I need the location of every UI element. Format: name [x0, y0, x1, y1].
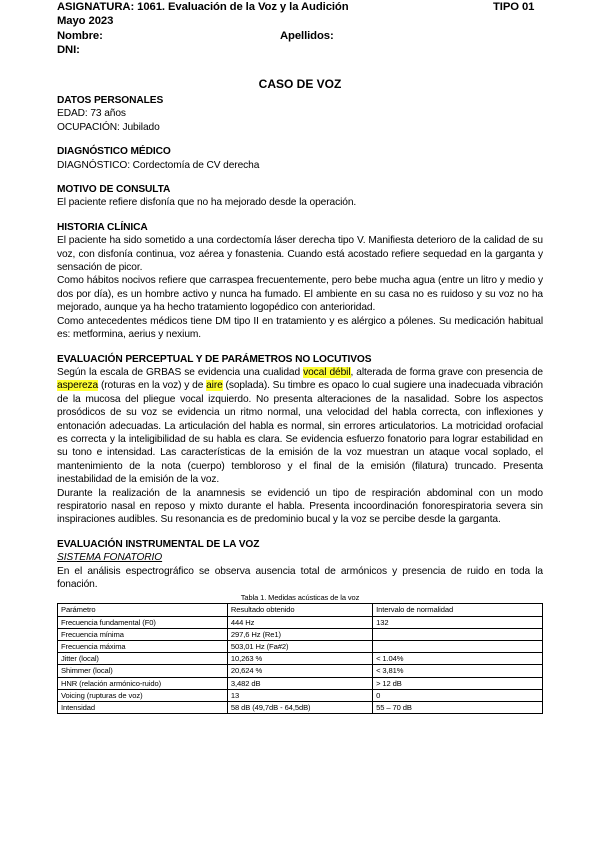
table-row	[58, 653, 543, 665]
table-cell: ˃ 12 dB	[373, 677, 543, 689]
table-cell: HNR (relación armónico-ruido)	[58, 677, 228, 689]
table-row	[58, 628, 543, 640]
table-row	[58, 677, 543, 689]
section-heading-perceptual: EVALUACIÓN PERCEPTUAL Y DE PARÁMETROS NO LOCUTIVOS	[57, 353, 372, 365]
column-header-normal-range: Intervalo de normalidad	[373, 604, 543, 616]
table-cell: 10,263 %	[227, 653, 372, 665]
acoustic-measures-table	[57, 603, 543, 714]
table-row	[58, 702, 543, 714]
highlight-aspereza: aspereza	[57, 380, 99, 392]
table-cell: 503,01 Hz (Fa#2)	[227, 641, 372, 653]
table-cell: 3,482 dB	[227, 677, 372, 689]
section-heading-instrumental: EVALUACIÓN INSTRUMENTAL DE LA VOZ	[57, 538, 260, 550]
occupation-line: OCUPACIÓN: Jubilado	[57, 121, 160, 133]
column-header-result: Resultado obtenido	[227, 604, 372, 616]
table-cell: 444 Hz	[227, 616, 372, 628]
table-cell: 55 – 70 dB	[373, 702, 543, 714]
reason-text: El paciente refiere disfonía que no ha mejorado desde la operación.	[57, 197, 357, 209]
name-label: Nombre:	[57, 30, 103, 42]
table-cell: Frecuencia máxima	[58, 641, 228, 653]
table-cell: Jitter (local)	[58, 653, 228, 665]
subject-line: ASIGNATURA: 1061. Evaluación de la Voz y la Audición	[57, 1, 349, 13]
table-row	[58, 689, 543, 701]
table-row	[58, 641, 543, 653]
table-cell: ˂ 1.04%	[373, 653, 543, 665]
table-cell: Frecuencia mínima	[58, 628, 228, 640]
history-paragraph-1: El paciente ha sido sometido a una cordectomía láser derecha tipo V. Manifiesta deterioro de la calidad de su voz, con disfonía continua, voz aérea y fonastenia. Cuando está acostado refiere sequedad en la garganta y sensación de picor.	[57, 235, 543, 274]
column-header-parameter: Parámetro	[58, 604, 228, 616]
page-title: CASO DE VOZ	[258, 77, 342, 91]
table-header-row	[58, 604, 543, 616]
table-cell: Frecuencia fundamental (F0)	[58, 616, 228, 628]
table-cell: Voicing (rupturas de voz)	[58, 689, 228, 701]
document-body	[57, 94, 543, 714]
table-cell: Intensidad	[58, 702, 228, 714]
table-caption: Tabla 1. Medidas acústicas de la voz	[240, 593, 360, 603]
perceptual-text-c: (roturas en la voz) y de	[98, 380, 207, 392]
dni-label: DNI:	[57, 44, 80, 56]
table-row	[58, 616, 543, 628]
history-paragraph-2: Como hábitos nocivos refiere que carraspea frecuentemente, pero bebe mucha agua (entre un litro y medio y dos por día), es un hombre activo y nunca ha fumado. El ambiente en su casa no es ruidoso y su voz no ha mejorado, aunque ya ha hecho tratamiento logopédico con anterioridad.	[57, 275, 543, 314]
table-cell: 13	[227, 689, 372, 701]
table-cell: 58 dB (49,7dB - 64,5dB)	[227, 702, 372, 714]
surname-label: Apellidos:	[280, 30, 334, 42]
table-cell	[373, 628, 543, 640]
exam-type: TIPO 01	[493, 1, 535, 13]
section-heading-diagnosis: DIAGNÓSTICO MÉDICO	[57, 146, 171, 158]
table-cell: 0	[373, 689, 543, 701]
section-heading-history: HISTORIA CLÍNICA	[57, 221, 148, 233]
subheading-phonatory-system: SISTEMA FONATORIO	[57, 552, 163, 564]
table-cell: 20,624 %	[227, 665, 372, 677]
highlight-aire: aire	[206, 380, 223, 392]
table-cell: 297,6 Hz (Re1)	[227, 628, 372, 640]
section-heading-personal: DATOS PERSONALES	[57, 95, 164, 106]
table-cell	[373, 641, 543, 653]
table-cell: ˂ 3,81%	[373, 665, 543, 677]
perceptual-paragraph-1	[57, 366, 543, 487]
perceptual-text-a: Según la escala de GRBAS se evidencia una cualidad	[57, 366, 304, 378]
perceptual-paragraph-2: Durante la realización de la anamnesis se evidenció un tipo de respiración abdominal con un modo respiratorio nasal en reposo y mixto durante el habla. Presenta incoordinación fonorespiratoria severa sin inspiraciones audibles. Su resonancia es de predominio bucal y la voz se percibe desde la garganta.	[57, 487, 543, 526]
exam-date: Mayo 2023	[57, 15, 114, 27]
table-cell: Shimmer (local)	[58, 665, 228, 677]
perceptual-text-b: , alterada de forma grave con presencia de	[350, 366, 543, 378]
history-paragraph-3: Como antecedentes médicos tiene DM tipo II en tratamiento y es alérgico a pólenes. Su medicación habitual es: metformina, aerius y nexium.	[57, 315, 543, 341]
age-line: EDAD: 73 años	[57, 108, 126, 120]
diagnosis-text: DIAGNÓSTICO: Cordectomía de CV derecha	[57, 159, 260, 171]
section-heading-reason: MOTIVO DE CONSULTA	[57, 184, 171, 196]
table-row	[58, 665, 543, 677]
spectrogram-text: En el análisis espectrográfico se observa ausencia total de armónicos y presencia de ruido en toda la fonación.	[57, 565, 543, 590]
table-cell: 132	[373, 616, 543, 628]
perceptual-text-d: (soplada). Su timbre es opaco lo cual sugiere una inadecuada vibración de la mucosa del pliegue vocal izquierdo. No presenta alteraciones de la nasalidad. Sobre los aspectos prosódicos de su voz se evidencia un ritmo normal, una velocidad del habla correcta, con inflexiones y entonación adecuadas. La articulación del habla es normal, sin errores articulatorios. La motricidad orofacial es correcta y la inteligibilidad de su habla es clara. Se evidencia esfuerzo fonatorio para lograr estabilidad en su tono e intensidad. Las características de la emisión de la voz muestran un ataque vocal soplado, el mantenimiento de la nota (cuerpo) tembloroso y el final de la emisión (filatura) truncado. Presenta inestabilidad de la emisión de la voz.	[57, 380, 543, 486]
highlight-vocal-debil: vocal débil	[303, 366, 351, 378]
